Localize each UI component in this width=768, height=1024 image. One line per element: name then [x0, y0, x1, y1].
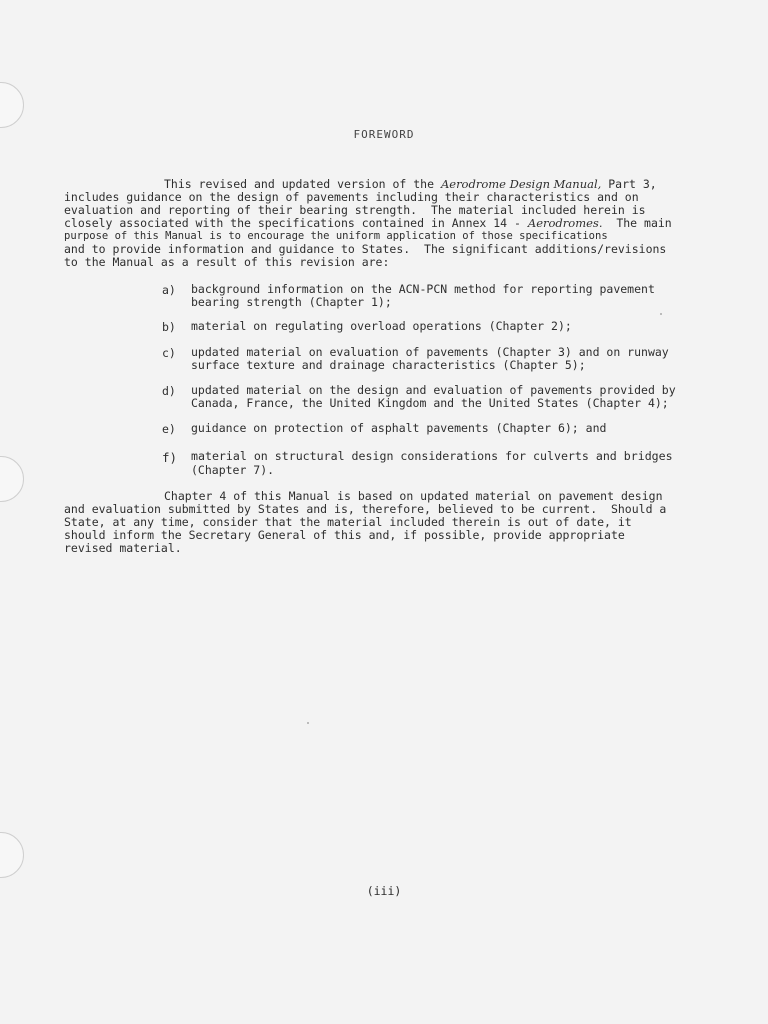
intro-line-7: to the Manual as a result of this revision are: — [64, 255, 390, 269]
punch-hole — [0, 82, 24, 128]
intro-line-2: includes guidance on the design of pavements including their characteristics and on — [64, 190, 639, 204]
intro-line-3: evaluation and reporting of their bearing strength. The material included herein is — [64, 203, 646, 217]
closing-line-3: State, at any time, consider that the material included therein is out of date, it — [64, 515, 632, 529]
list-item-line: material on structural design considerations for culverts and bridges — [191, 449, 673, 463]
intro-line-4: closely associated with the specifications contained in Annex 14 - Aerodromes. The main — [64, 216, 672, 230]
list-item-line: bearing strength (Chapter 1); — [191, 295, 392, 309]
list-item-line: surface texture and drainage characteristics (Chapter 5); — [191, 358, 586, 372]
closing-line-4: should inform the Secretary General of this and, if possible, provide appropriate — [64, 528, 625, 542]
scan-speck — [307, 722, 309, 724]
page-title: FOREWORD — [353, 128, 415, 141]
list-item-line: material on regulating overload operations (Chapter 2); — [191, 319, 572, 333]
list-item-line: (Chapter 7). — [191, 463, 275, 477]
closing-line-5: revised material. — [64, 541, 182, 555]
closing-line-2: and evaluation submitted by States and is, therefore, believed to be current. Should a — [64, 502, 667, 516]
page-number: (iii) — [366, 884, 402, 898]
list-item-marker: d) — [162, 384, 176, 398]
intro-line-1: This revised and updated version of the Aerodrome Design Manual, Part 3, — [164, 177, 657, 191]
closing-line-1: Chapter 4 of this Manual is based on updated material on pavement design — [164, 489, 663, 503]
list-item-line: updated material on the design and evaluation of pavements provided by — [191, 383, 676, 397]
intro-line-5: purpose of this Manual is to encourage the uniform application of those specifications — [64, 230, 608, 242]
list-item-line: background information on the ACN-PCN method for reporting pavement — [191, 282, 655, 296]
list-item-line: guidance on protection of asphalt pavements (Chapter 6); and — [191, 421, 607, 435]
list-item-marker: f) — [162, 450, 178, 465]
punch-hole — [0, 456, 24, 502]
list-item-marker: e) — [162, 422, 176, 436]
list-item-line: Canada, France, the United Kingdom and the United States (Chapter 4); — [191, 396, 669, 410]
list-item-line: updated material on evaluation of pavements (Chapter 3) and on runway — [191, 345, 669, 359]
punch-hole — [0, 832, 24, 878]
list-item-marker: a) — [162, 283, 176, 297]
list-item-marker: b) — [162, 320, 176, 334]
intro-line-6: and to provide information and guidance to States. The significant additions/revisions — [64, 242, 667, 256]
list-item-marker: c) — [162, 346, 176, 360]
scan-speck — [660, 313, 662, 315]
